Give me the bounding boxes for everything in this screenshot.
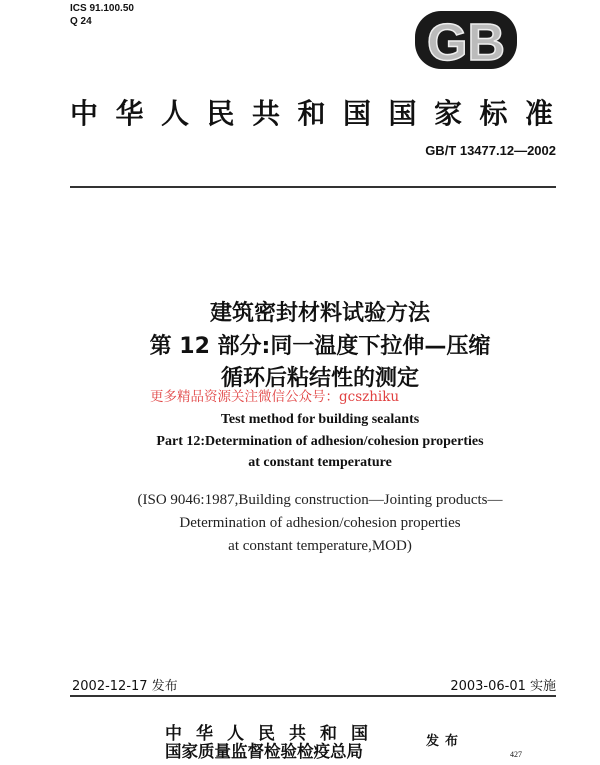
ics-code: ICS 91.100.50	[70, 3, 134, 14]
header-divider	[70, 186, 556, 188]
standard-number: GB/T 13477.12—2002	[425, 143, 556, 158]
watermark-text: 更多精品资源关注微信公众号：gcszhiku	[150, 389, 400, 405]
publish-action: 发布	[426, 734, 465, 749]
gb-logo	[414, 10, 518, 74]
classification-code: Q 24	[70, 16, 92, 27]
title-en-line3: at constant temperature	[248, 455, 392, 470]
publisher-line2: 国家质量监督检验检疫总局	[165, 742, 363, 761]
title-en-line2: Part 12:Determination of adhesion/cohesion properties	[156, 434, 484, 449]
title-zh-line3: 循环后粘结性的测定	[220, 366, 419, 391]
title-zh-line1: 建筑密封材料试验方法	[209, 301, 430, 326]
publisher-line1: 中华人民共和国	[165, 724, 382, 744]
iso-reference-line2: Determination of adhesion/cohesion properties	[179, 515, 461, 531]
iso-reference-line3: at constant temperature,MOD)	[228, 538, 412, 554]
title-zh-line2: 第 12 部分:同一温度下拉伸—压缩	[149, 334, 491, 359]
svg-text:GB: GB	[427, 14, 505, 70]
footer-divider	[70, 695, 556, 697]
iso-reference-line1: (ISO 9046:1987,Building construction—Jointing products—	[137, 492, 503, 508]
effective-date: 2003-06-01 实施	[450, 679, 556, 694]
standard-title: 中华人民共和国国家标准	[70, 97, 571, 130]
page-number: 427	[510, 750, 522, 759]
issue-date: 2002-12-17 发布	[72, 679, 178, 694]
title-en-line1: Test method for building sealants	[220, 412, 420, 427]
